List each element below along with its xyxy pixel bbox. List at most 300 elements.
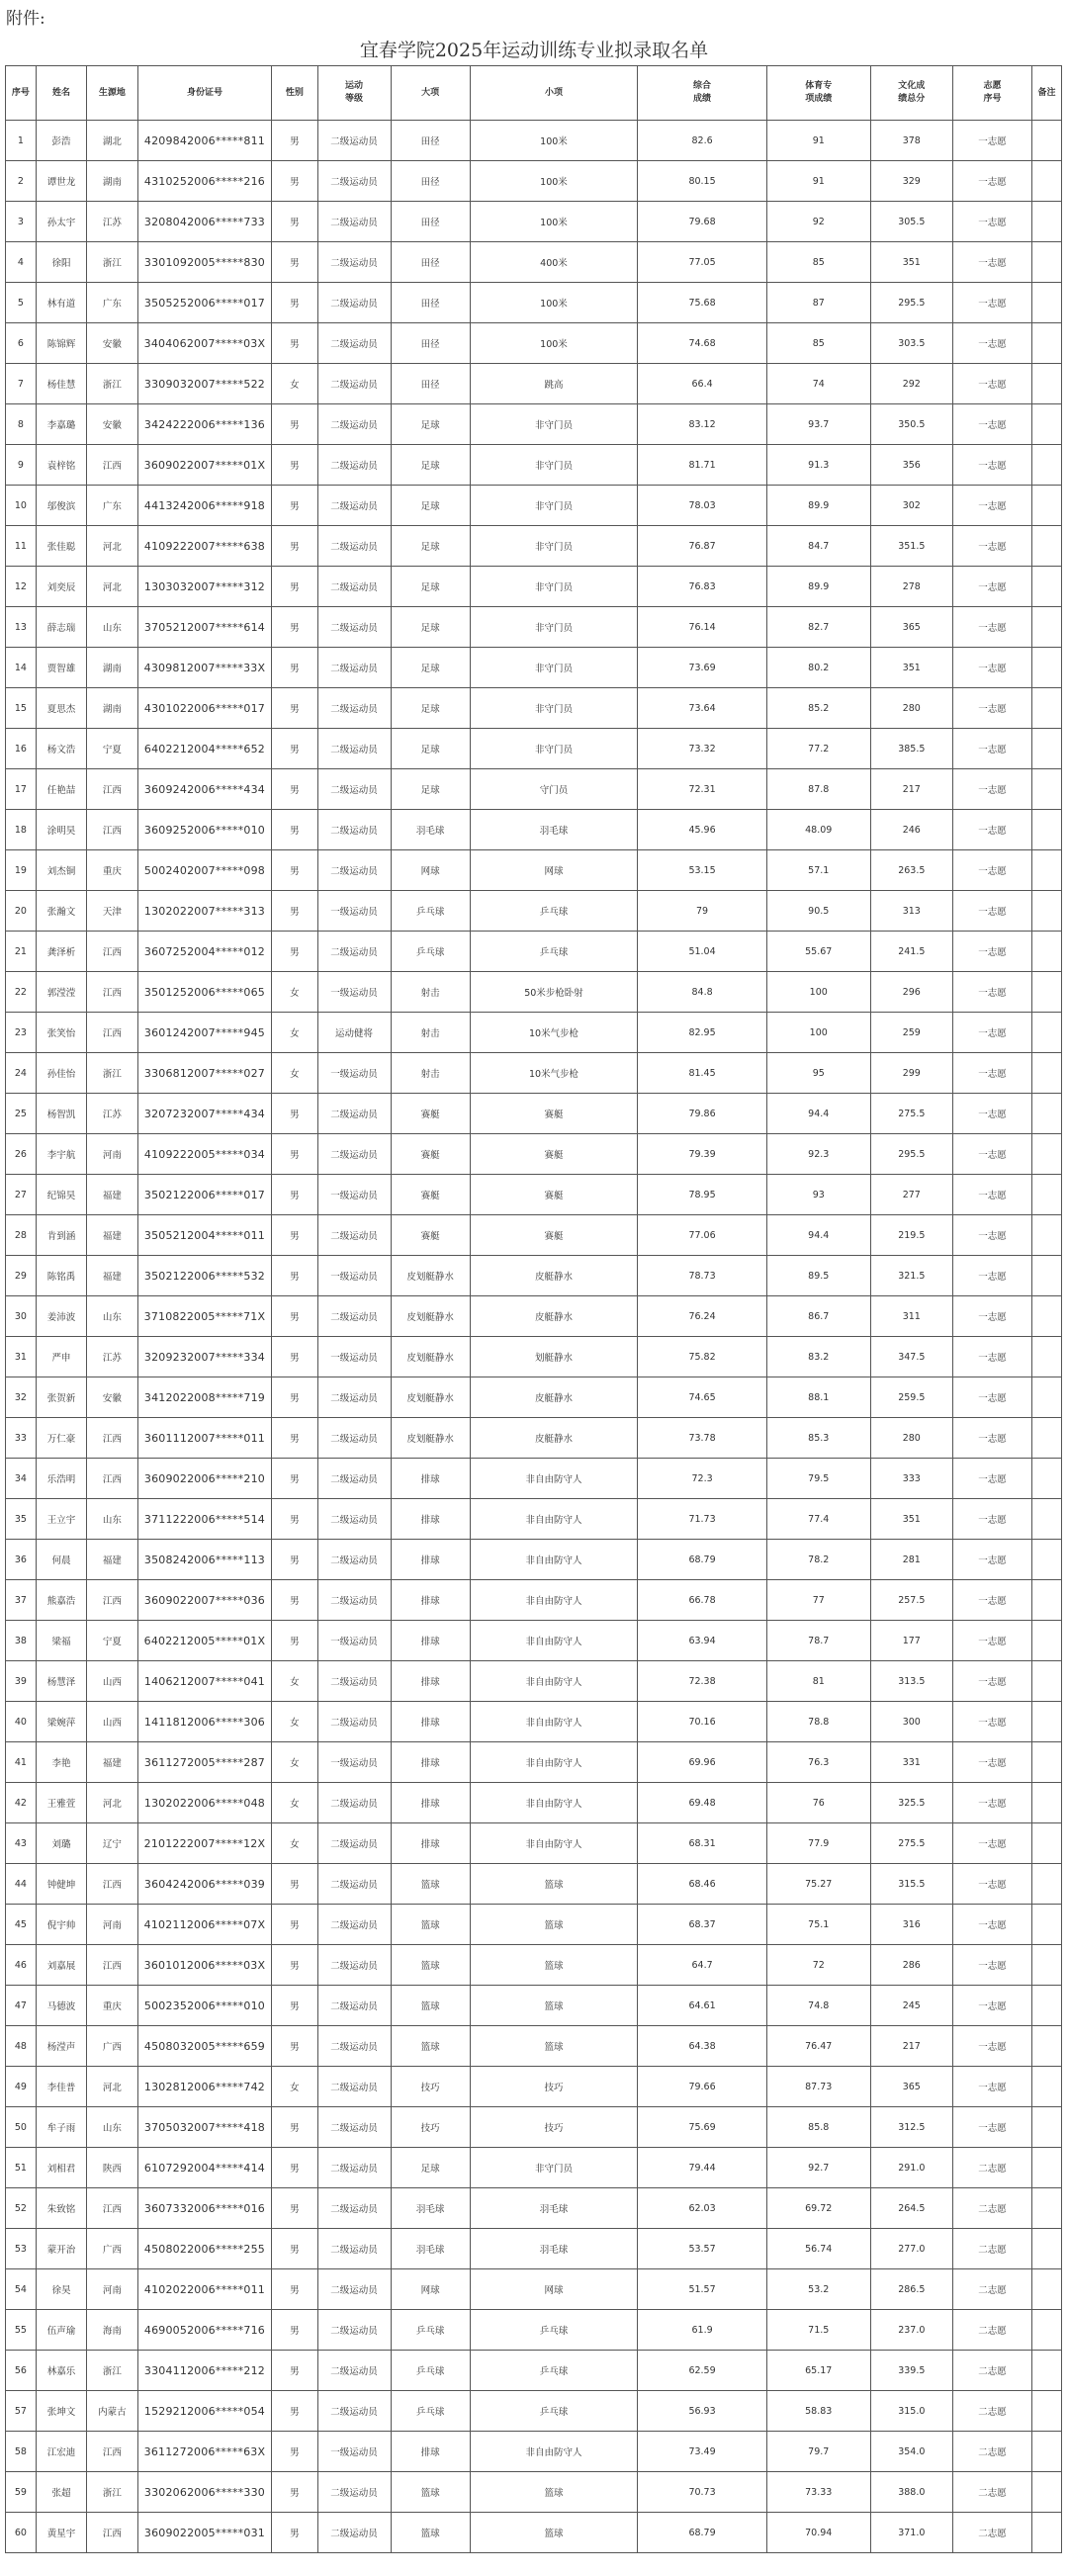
row-number-cell: 24 [6,1053,37,1094]
culture-score-cell: 350.5 [870,404,952,445]
remarks-cell [1032,1256,1062,1296]
composite-score-cell: 56.93 [638,2391,767,2432]
remarks-cell [1032,2472,1062,2513]
id-number-cell: 4109222007*****638 [137,526,272,567]
table-row [6,648,1062,688]
sport-category-cell: 乒乓球 [391,2310,470,2351]
name-cell: 乐浩明 [36,1459,86,1499]
culture-score-cell: 315.0 [870,2391,952,2432]
sport-category-cell: 篮球 [391,1986,470,2026]
sport-category-cell: 排球 [391,1742,470,1783]
origin-cell: 河南 [87,2269,137,2310]
culture-score-cell: 217 [870,2026,952,2067]
origin-cell: 安徽 [87,323,137,364]
sport-category-cell: 田径 [391,283,470,323]
id-number-cell: 3609242006*****434 [137,769,272,810]
sport-category-cell: 足球 [391,2148,470,2188]
sport-event-cell: 赛艇 [470,1215,638,1256]
row-number-cell: 38 [6,1621,37,1661]
row-number-cell: 18 [6,810,37,850]
sport-event-cell: 守门员 [470,769,638,810]
row-number-cell: 36 [6,1540,37,1580]
row-number-cell: 39 [6,1661,37,1702]
header-cell: 姓名 [36,66,86,121]
composite-score-cell: 76.24 [638,1296,767,1337]
preference-cell: 一志愿 [952,323,1031,364]
sport-event-cell: 羽毛球 [470,2188,638,2229]
sport-category-cell: 足球 [391,404,470,445]
sport-event-cell: 10米气步枪 [470,1053,638,1094]
preference-cell: 一志愿 [952,1215,1031,1256]
gender-cell: 男 [272,323,317,364]
row-number-cell: 59 [6,2472,37,2513]
culture-score-cell: 331 [870,1742,952,1783]
sport-score-cell: 55.67 [766,932,870,972]
athlete-level-cell: 二级运动员 [317,1094,391,1134]
origin-cell: 江西 [87,769,137,810]
composite-score-cell: 79 [638,891,767,932]
composite-score-cell: 79.86 [638,1094,767,1134]
culture-score-cell: 302 [870,486,952,526]
row-number-cell: 6 [6,323,37,364]
id-number-cell: 4508022006*****255 [137,2229,272,2269]
athlete-level-cell: 二级运动员 [317,567,391,607]
table-row [6,1094,1062,1134]
gender-cell: 男 [272,1256,317,1296]
sport-category-cell: 皮划艇静水 [391,1337,470,1377]
sport-event-cell: 羽毛球 [470,2229,638,2269]
sport-category-cell: 赛艇 [391,1094,470,1134]
preference-cell: 一志愿 [952,1621,1031,1661]
remarks-cell [1032,1742,1062,1783]
remarks-cell [1032,1459,1062,1499]
gender-cell: 女 [272,1742,317,1783]
culture-score-cell: 280 [870,1418,952,1459]
composite-score-cell: 64.7 [638,1945,767,1986]
row-number-cell: 1 [6,121,37,161]
sport-event-cell: 非自由防守人 [470,1742,638,1783]
athlete-level-cell: 二级运动员 [317,2513,391,2553]
sport-score-cell: 72 [766,1945,870,1986]
athlete-level-cell: 二级运动员 [317,2148,391,2188]
composite-score-cell: 62.03 [638,2188,767,2229]
athlete-level-cell: 二级运动员 [317,121,391,161]
row-number-cell: 20 [6,891,37,932]
sport-score-cell: 87 [766,283,870,323]
table-row [6,1986,1062,2026]
sport-category-cell: 排球 [391,1621,470,1661]
sport-score-cell: 100 [766,1013,870,1053]
sport-event-cell: 皮艇静水 [470,1418,638,1459]
athlete-level-cell: 二级运动员 [317,1418,391,1459]
culture-score-cell: 329 [870,161,952,202]
culture-score-cell: 286 [870,1945,952,1986]
row-number-cell: 12 [6,567,37,607]
name-cell: 李宇航 [36,1134,86,1175]
origin-cell: 江西 [87,810,137,850]
header-cell: 身份证号 [137,66,272,121]
name-cell: 李嘉璐 [36,404,86,445]
row-number-cell: 43 [6,1823,37,1864]
sport-category-cell: 足球 [391,648,470,688]
row-number-cell: 29 [6,1256,37,1296]
origin-cell: 宁夏 [87,729,137,769]
table-row [6,1418,1062,1459]
remarks-cell [1032,1499,1062,1540]
athlete-level-cell: 二级运动员 [317,2026,391,2067]
composite-score-cell: 73.32 [638,729,767,769]
name-cell: 牟子雨 [36,2107,86,2148]
athlete-level-cell: 一级运动员 [317,972,391,1013]
sport-score-cell: 89.9 [766,486,870,526]
composite-score-cell: 68.46 [638,1864,767,1905]
name-cell: 梁婉萍 [36,1702,86,1742]
row-number-cell: 9 [6,445,37,486]
preference-cell: 二志愿 [952,2432,1031,2472]
origin-cell: 江西 [87,2513,137,2553]
culture-score-cell: 281 [870,1540,952,1580]
athlete-level-cell: 一级运动员 [317,891,391,932]
remarks-cell [1032,2513,1062,2553]
gender-cell: 男 [272,1905,317,1945]
preference-cell: 一志愿 [952,769,1031,810]
athlete-level-cell: 一级运动员 [317,2432,391,2472]
id-number-cell: 6402212005*****01X [137,1621,272,1661]
table-row [6,1459,1062,1499]
table-row [6,850,1062,891]
origin-cell: 河南 [87,1134,137,1175]
id-number-cell: 3304112006*****212 [137,2351,272,2391]
id-number-cell: 4209842006*****811 [137,121,272,161]
origin-cell: 宁夏 [87,1621,137,1661]
sport-score-cell: 79.7 [766,2432,870,2472]
sport-score-cell: 94.4 [766,1094,870,1134]
row-number-cell: 52 [6,2188,37,2229]
sport-category-cell: 排球 [391,1661,470,1702]
composite-score-cell: 75.69 [638,2107,767,2148]
id-number-cell: 3505252006*****017 [137,283,272,323]
origin-cell: 重庆 [87,850,137,891]
athlete-level-cell: 二级运动员 [317,1580,391,1621]
sport-event-cell: 篮球 [470,1986,638,2026]
sport-category-cell: 排球 [391,2432,470,2472]
header-row [6,66,1062,121]
header-cell: 体育专 项成绩 [766,66,870,121]
gender-cell: 男 [272,2026,317,2067]
origin-cell: 浙江 [87,364,137,404]
sport-category-cell: 皮划艇静水 [391,1377,470,1418]
sport-event-cell: 非自由防守人 [470,1580,638,1621]
name-cell: 林有道 [36,283,86,323]
table-row [6,769,1062,810]
id-number-cell: 3711222006*****514 [137,1499,272,1540]
sport-category-cell: 射击 [391,1053,470,1094]
row-number-cell: 33 [6,1418,37,1459]
name-cell: 梁福 [36,1621,86,1661]
sport-score-cell: 81 [766,1661,870,1702]
origin-cell: 广东 [87,283,137,323]
preference-cell: 一志愿 [952,526,1031,567]
athlete-level-cell: 二级运动员 [317,1783,391,1823]
remarks-cell [1032,1864,1062,1905]
row-number-cell: 19 [6,850,37,891]
name-cell: 杨佳慧 [36,364,86,404]
composite-score-cell: 45.96 [638,810,767,850]
athlete-level-cell: 二级运动员 [317,161,391,202]
header-cell: 文化成 绩总分 [870,66,952,121]
culture-score-cell: 259.5 [870,1377,952,1418]
table-row [6,2432,1062,2472]
row-number-cell: 28 [6,1215,37,1256]
composite-score-cell: 62.59 [638,2351,767,2391]
preference-cell: 二志愿 [952,2269,1031,2310]
athlete-level-cell: 二级运动员 [317,648,391,688]
sport-event-cell: 篮球 [470,2513,638,2553]
athlete-level-cell: 二级运动员 [317,1377,391,1418]
row-number-cell: 60 [6,2513,37,2553]
row-number-cell: 35 [6,1499,37,1540]
origin-cell: 福建 [87,1215,137,1256]
gender-cell: 男 [272,1945,317,1986]
gender-cell: 男 [272,2351,317,2391]
sport-event-cell: 非自由防守人 [470,1540,638,1580]
preference-cell: 一志愿 [952,1661,1031,1702]
name-cell: 杨滢声 [36,2026,86,2067]
preference-cell: 二志愿 [952,2472,1031,2513]
sport-score-cell: 94.4 [766,1215,870,1256]
table-row [6,1945,1062,1986]
sport-category-cell: 羽毛球 [391,2229,470,2269]
gender-cell: 男 [272,202,317,242]
origin-cell: 江苏 [87,1094,137,1134]
remarks-cell [1032,810,1062,850]
culture-score-cell: 300 [870,1702,952,1742]
remarks-cell [1032,2432,1062,2472]
sport-event-cell: 非自由防守人 [470,1621,638,1661]
athlete-level-cell: 二级运动员 [317,932,391,972]
composite-score-cell: 84.8 [638,972,767,1013]
sport-category-cell: 田径 [391,202,470,242]
name-cell: 钟健坤 [36,1864,86,1905]
gender-cell: 男 [272,1621,317,1661]
origin-cell: 湖北 [87,121,137,161]
sport-score-cell: 58.83 [766,2391,870,2432]
remarks-cell [1032,242,1062,283]
preference-cell: 一志愿 [952,1418,1031,1459]
row-number-cell: 31 [6,1337,37,1377]
sport-category-cell: 篮球 [391,1945,470,1986]
culture-score-cell: 351 [870,1499,952,1540]
athlete-level-cell: 二级运动员 [317,1702,391,1742]
id-number-cell: 3301092005*****830 [137,242,272,283]
preference-cell: 一志愿 [952,1499,1031,1540]
origin-cell: 山东 [87,2107,137,2148]
table-row [6,2513,1062,2553]
composite-score-cell: 66.4 [638,364,767,404]
gender-cell: 男 [272,1296,317,1337]
gender-cell: 男 [272,2391,317,2432]
athlete-level-cell: 二级运动员 [317,2351,391,2391]
sport-category-cell: 网球 [391,850,470,891]
remarks-cell [1032,1296,1062,1337]
origin-cell: 湖南 [87,648,137,688]
sport-event-cell: 非守门员 [470,567,638,607]
name-cell: 郭滢滢 [36,972,86,1013]
gender-cell: 男 [272,607,317,648]
id-number-cell: 2101222007*****12X [137,1823,272,1864]
culture-score-cell: 356 [870,445,952,486]
row-number-cell: 27 [6,1175,37,1215]
composite-score-cell: 76.83 [638,567,767,607]
sport-category-cell: 篮球 [391,2026,470,2067]
sport-score-cell: 93 [766,1175,870,1215]
gender-cell: 女 [272,1053,317,1094]
origin-cell: 江苏 [87,1337,137,1377]
id-number-cell: 3505212004*****011 [137,1215,272,1256]
sport-score-cell: 77.4 [766,1499,870,1540]
name-cell: 孙太宇 [36,202,86,242]
gender-cell: 男 [272,769,317,810]
preference-cell: 一志愿 [952,810,1031,850]
name-cell: 李佳普 [36,2067,86,2107]
row-number-cell: 2 [6,161,37,202]
id-number-cell: 3601012006*****03X [137,1945,272,1986]
table-row [6,404,1062,445]
sport-event-cell: 技巧 [470,2107,638,2148]
gender-cell: 女 [272,972,317,1013]
sport-event-cell: 技巧 [470,2067,638,2107]
preference-cell: 一志愿 [952,891,1031,932]
culture-score-cell: 313.5 [870,1661,952,1702]
remarks-cell [1032,2026,1062,2067]
id-number-cell: 6107292004*****414 [137,2148,272,2188]
preference-cell: 一志愿 [952,161,1031,202]
row-number-cell: 17 [6,769,37,810]
sport-event-cell: 100米 [470,283,638,323]
id-number-cell: 3601112007*****011 [137,1418,272,1459]
table-row [6,1499,1062,1540]
culture-score-cell: 295.5 [870,283,952,323]
table-row [6,364,1062,404]
athlete-level-cell: 二级运动员 [317,2188,391,2229]
culture-score-cell: 325.5 [870,1783,952,1823]
preference-cell: 二志愿 [952,2391,1031,2432]
remarks-cell [1032,364,1062,404]
sport-category-cell: 排球 [391,1540,470,1580]
name-cell: 陈铭禹 [36,1256,86,1296]
athlete-level-cell: 二级运动员 [317,688,391,729]
composite-score-cell: 64.61 [638,1986,767,2026]
preference-cell: 一志愿 [952,1256,1031,1296]
row-number-cell: 41 [6,1742,37,1783]
table-row [6,1621,1062,1661]
id-number-cell: 3508242006*****113 [137,1540,272,1580]
origin-cell: 江西 [87,932,137,972]
sport-category-cell: 排球 [391,1499,470,1540]
preference-cell: 一志愿 [952,1945,1031,1986]
id-number-cell: 1406212007*****041 [137,1661,272,1702]
preference-cell: 一志愿 [952,1094,1031,1134]
sport-event-cell: 10米气步枪 [470,1013,638,1053]
origin-cell: 重庆 [87,1986,137,2026]
table-row [6,2067,1062,2107]
remarks-cell [1032,2067,1062,2107]
id-number-cell: 1303032007*****312 [137,567,272,607]
sport-event-cell: 赛艇 [470,1175,638,1215]
gender-cell: 男 [272,121,317,161]
name-cell: 倪宇帅 [36,1905,86,1945]
culture-score-cell: 378 [870,121,952,161]
athlete-level-cell: 二级运动员 [317,2310,391,2351]
athlete-level-cell: 二级运动员 [317,1540,391,1580]
name-cell: 黄星宇 [36,2513,86,2553]
gender-cell: 男 [272,526,317,567]
row-number-cell: 54 [6,2269,37,2310]
composite-score-cell: 68.31 [638,1823,767,1864]
preference-cell: 一志愿 [952,1864,1031,1905]
id-number-cell: 3609022007*****01X [137,445,272,486]
preference-cell: 一志愿 [952,2067,1031,2107]
composite-score-cell: 73.49 [638,2432,767,2472]
sport-category-cell: 足球 [391,567,470,607]
sport-event-cell: 非自由防守人 [470,1702,638,1742]
culture-score-cell: 246 [870,810,952,850]
sport-score-cell: 90.5 [766,891,870,932]
origin-cell: 福建 [87,1256,137,1296]
table-row [6,2351,1062,2391]
preference-cell: 一志愿 [952,1013,1031,1053]
origin-cell: 湖南 [87,688,137,729]
sport-event-cell: 非守门员 [470,2148,638,2188]
preference-cell: 一志愿 [952,1783,1031,1823]
origin-cell: 山东 [87,1296,137,1337]
sport-score-cell: 65.17 [766,2351,870,2391]
remarks-cell [1032,729,1062,769]
composite-score-cell: 82.95 [638,1013,767,1053]
athlete-level-cell: 一级运动员 [317,1053,391,1094]
culture-score-cell: 305.5 [870,202,952,242]
culture-score-cell: 303.5 [870,323,952,364]
gender-cell: 男 [272,688,317,729]
culture-score-cell: 365 [870,607,952,648]
table-row [6,2229,1062,2269]
name-cell: 袁梓铭 [36,445,86,486]
sport-score-cell: 57.1 [766,850,870,891]
sport-category-cell: 篮球 [391,1905,470,1945]
table-row [6,1377,1062,1418]
sport-score-cell: 91 [766,161,870,202]
sport-event-cell: 篮球 [470,1864,638,1905]
name-cell: 熊嘉浩 [36,1580,86,1621]
id-number-cell: 4301022006*****017 [137,688,272,729]
sport-score-cell: 48.09 [766,810,870,850]
sport-event-cell: 400米 [470,242,638,283]
sport-event-cell: 赛艇 [470,1094,638,1134]
sport-category-cell: 乒乓球 [391,2351,470,2391]
name-cell: 杨文浩 [36,729,86,769]
remarks-cell [1032,161,1062,202]
name-cell: 王立宇 [36,1499,86,1540]
sport-event-cell: 非守门员 [470,526,638,567]
sport-category-cell: 足球 [391,769,470,810]
remarks-cell [1032,526,1062,567]
header-cell: 小项 [470,66,638,121]
origin-cell: 江西 [87,972,137,1013]
remarks-cell [1032,1986,1062,2026]
id-number-cell: 3412022008*****719 [137,1377,272,1418]
origin-cell: 江西 [87,445,137,486]
sport-score-cell: 71.5 [766,2310,870,2351]
